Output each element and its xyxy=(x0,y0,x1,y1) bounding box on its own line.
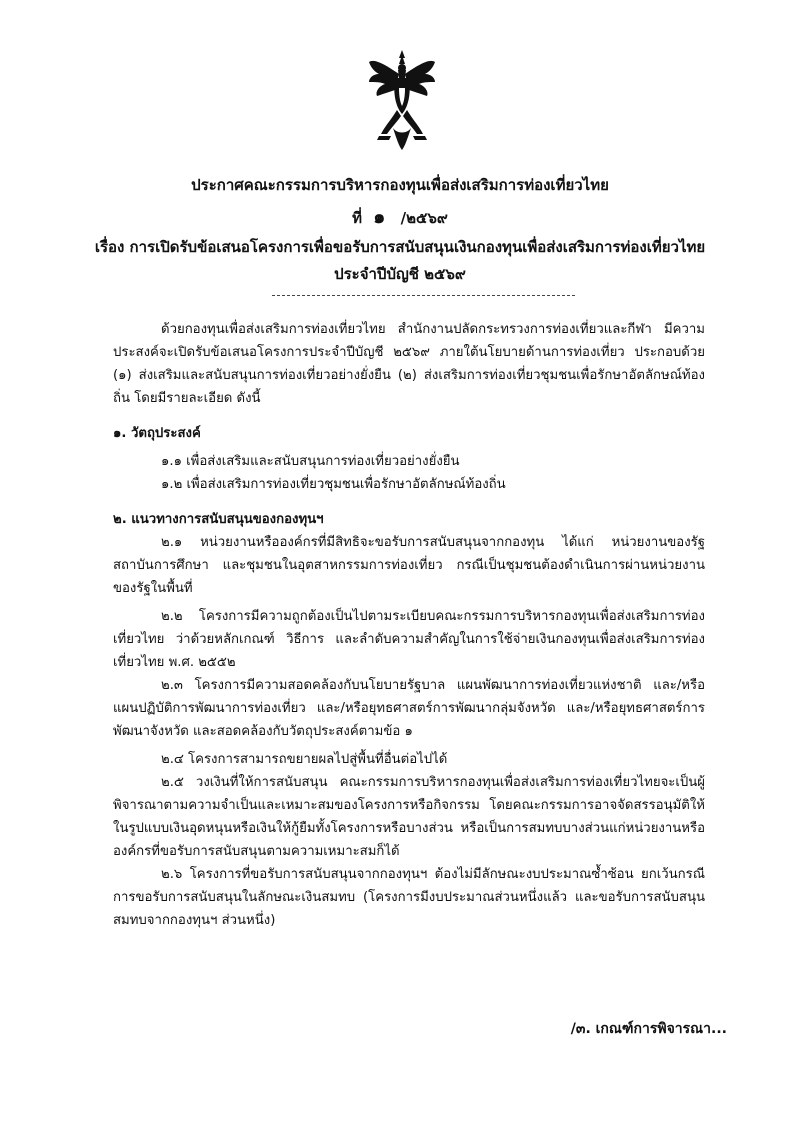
section1-heading: ๑. วัตถุประสงค์ xyxy=(113,426,201,441)
guideline-item: ๒.๕ วงเงินที่ให้การสนับสนุน คณะกรรมการบริหารกองทุนเพื่อส่งเสริมการท่องเที่ยวไทยจะเป็นผู้พิจารณาตามความจำเป็นและเหมาะสมของโครงการหรือกิจกรรม โดยคณะกรรมการอาจจัดสรรอนุมัติให้ในรูปแบบเงินอุดหนุนหรือเงินให้กู้ยืมทั้งโครงการหรือบางส่วน หรือเป็นการสมทบบางส่วนแก่หน่วยงานหรือองค์กรที่ขอรับการสนับสนุนตามความเหมาะสมก็ได้ xyxy=(113,775,705,859)
fiscal-year: ประจำปีบัญชี ๒๕๖๙ xyxy=(334,265,466,283)
guideline-item: ๒.๖ โครงการที่ขอรับการสนับสนุนจากกองทุนฯ ต้องไม่มีลักษณะงบประมาณซ้ำซ้อน ยกเว้นกรณีการขอรับการสนับสนุนในลักษณะเงินสมทบ (โครงการมีงบประมาณส่วนหนึ่งแล้ว และขอรับการสนับสนุนสมทบจากกองทุนฯ ส่วนหนึ่ง) xyxy=(113,867,705,928)
number-prefix: ที่ xyxy=(352,209,363,227)
guideline-item: ๒.๑ หน่วยงานหรือองค์กรที่มีสิทธิจะขอรับการสนับสนุนจากกองทุน ได้แก่ หน่วยงานของรัฐ สถาบันการศึกษา และชุมชนในอุตสาหกรรมการท่องเที่ยว กรณีเป็นชุมชนต้องดำเนินการผ่านหน่วยงานของรัฐในพื้นที่ xyxy=(113,535,705,596)
section2-heading: ๒. แนวทางการสนับสนุนของกองทุนฯ xyxy=(113,512,324,527)
garuda-emblem-icon xyxy=(365,48,439,152)
objective-item: ๑.๒ เพื่อส่งเสริมการท่องเที่ยวชุมชนเพื่อรักษาอัตลักษณ์ท้องถิ่น xyxy=(161,477,506,492)
announcement-subject: เรื่อง การเปิดรับข้อเสนอโครงการเพื่อขอรับการสนับสนุนเงินกองทุนเพื่อส่งเสริมการท่องเที่ยวไทย xyxy=(94,238,706,256)
announcement-number xyxy=(0,207,800,228)
guideline-item: ๒.๔ โครงการสามารถขยายผลไปสู่พื้นที่อื่นต่อไปได้ xyxy=(161,752,448,767)
objective-item: ๑.๑ เพื่อส่งเสริมและสนับสนุนการท่องเที่ยวอย่างยั่งยืน xyxy=(161,454,460,469)
continuation-note: /๓. เกณฑ์การพิจารณา... xyxy=(570,1021,727,1037)
intro-paragraph: ด้วยกองทุนเพื่อส่งเสริมการท่องเที่ยวไทย สำนักงานปลัดกระทรวงการท่องเที่ยวและกีฬา มีความประสงค์จะเปิดรับข้อเสนอโครงการประจำปีบัญชี ๒๕๖๙ ภายใต้นโยบายด้านการท่องเที่ยว ประกอบด้วย (๑) ส่งเสริมและสนับสนุนการท่องเที่ยวอย่างยั่งยืน (๒) ส่งเสริมการท่องเที่ยวชุมชนเพื่อรักษาอัตลักษณ์ท้องถิ่น โดยมีรายละเอียด ดังนี้ xyxy=(113,322,705,406)
guideline-item: ๒.๓ โครงการมีความสอดคล้องกับนโยบายรัฐบาล แผนพัฒนาการท่องเที่ยวแห่งชาติ และ/หรือ แผนปฏิบัติการพัฒนาการท่องเที่ยว และ/หรือยุทธศาสตร์การพัฒนากลุ่มจังหวัด และ/หรือยุทธศาสตร์การพัฒนาจังหวัด และสอดคล้องกับวัตถุประสงค์ตามข้อ ๑ xyxy=(113,678,705,739)
number-suffix: /๒๕๖๙ xyxy=(400,209,448,227)
number-value: ๑ xyxy=(373,206,386,228)
announcement-title: ประกาศคณะกรรมการบริหารกองทุนเพื่อส่งเสริมการท่องเที่ยวไทย xyxy=(191,176,609,194)
separator-line xyxy=(272,295,575,296)
document-body xyxy=(113,318,705,932)
guideline-item: ๒.๒ โครงการมีความถูกต้องเป็นไปตามระเบียบคณะกรรมการบริหารกองทุนเพื่อส่งเสริมการท่องเที่ยวไทย ว่าด้วยหลักเกณฑ์ วิธีการ และลำดับความสำคัญในการใช้จ่ายเงินกองทุนเพื่อส่งเสริมการท่องเที่ยวไทย พ.ศ. ๒๕๕๒ xyxy=(113,609,705,670)
